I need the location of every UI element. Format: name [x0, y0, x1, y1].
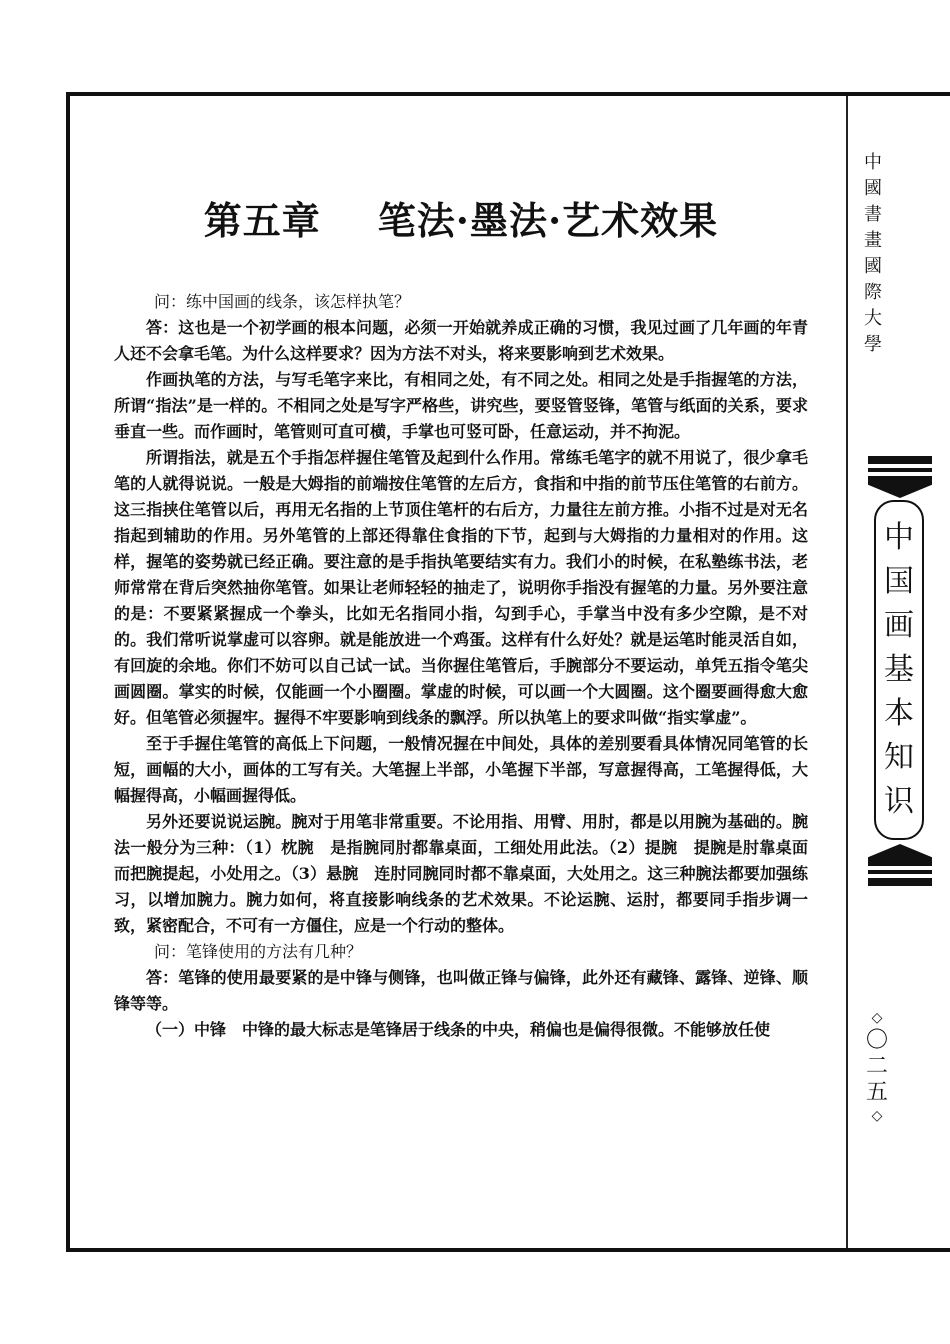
side-margin-rule — [846, 96, 848, 1248]
page-number-vertical — [862, 1028, 892, 1106]
main-text-block — [114, 190, 808, 1043]
book-label-char: 画 — [884, 608, 914, 643]
series-title-char: 際 — [864, 282, 882, 303]
body-paragraph: 另外还要说说运腕。腕对于用笔非常重要。不论用指、用臂、用肘，都是以用腕为基础的。腕法一般分为三种：（1）枕腕 是指腕同肘都靠桌面，工细处用此法。（2）提腕 提腕是肘靠桌面而把腕提起，小处用之。（3）悬腕 连肘同腕同时都不靠桌面，大处用之。这三种腕法都要加强练习，以增加腕力。腕力如何，将直接影响线条的艺术效果。不论运腕、运肘，都要同手指步调一致，紧密配合，不可有一方僵住，应是一个行动的整体。 — [114, 812, 808, 935]
series-title-char: 書 — [864, 204, 882, 225]
body-paragraph: 作画执笔的方法，与写毛笔字来比，有相同之处，有不同之处。相同之处是手指握笔的方法，所谓“指法”是一样的。不相同之处是写字严格些，讲究些，要竖管竖锋，笔管与纸面的关系，要求垂直一些。而作画时，笔管则可直可横，手掌也可竖可卧，任意运动，并不拘泥。 — [114, 370, 808, 441]
body-paragraph: 至于手握住笔管的高低上下问题，一般情况握在中间处，具体的差别要看具体情况同笔管的长短，画幅的大小，画体的工写有关。大笔握上半部，小笔握下半部，写意握得高，工笔握得低，大幅握得高，小幅画握得低。 — [114, 734, 808, 805]
chapter-title: 第五章 笔法·墨法·艺术效果 — [203, 198, 719, 243]
series-title-char: 學 — [864, 334, 882, 355]
cartouche-bottom-cap — [868, 844, 932, 866]
series-title-char: 畫 — [864, 230, 882, 251]
body-paragraph: 答：笔锋的使用最要紧的是中锋与侧锋，也叫做正锋与偏锋，此外还有藏锋、露锋、逆锋、顺锋等等。 — [114, 968, 808, 1013]
page-number-block — [862, 1008, 892, 1126]
cartouche-bottom-thin-bar — [868, 870, 932, 874]
book-label-char: 知 — [884, 740, 914, 775]
page-number-char: 五 — [865, 1080, 888, 1105]
cartouche-top-cap — [868, 476, 932, 498]
book-label-vertical — [874, 500, 924, 840]
book-label-char: 识 — [884, 784, 914, 819]
page-number-char: 二 — [865, 1054, 888, 1079]
cartouche-top-thin-bar — [868, 468, 932, 472]
body-paragraph: 答：这也是一个初学画的根本问题，必须一开始就养成正确的习惯，我见过画了几年画的年青人还不会拿毛笔。为什么这样要求？因为方法不对头，将来要影响到艺术效果。 — [114, 318, 808, 363]
series-title-char: 國 — [864, 178, 882, 199]
page-number-char: 〇 — [865, 1028, 888, 1053]
book-label-cartouche — [868, 456, 932, 886]
cartouche-top-bar — [868, 456, 932, 464]
series-title-char: 國 — [864, 256, 882, 277]
body-paragraph: （一）中锋 中锋的最大标志是笔锋居于线条的中央，稍偏也是偏得很微。不能够放任使 — [146, 1020, 771, 1039]
book-label-char: 基 — [884, 652, 914, 687]
book-label-char: 中 — [884, 520, 914, 555]
body-paragraph: 所谓指法，就是五个手指怎样握住笔管及起到什么作用。常练毛笔字的就不用说了，很少拿毛笔的人就得说说。一般是大姆指的前端按住笔管的左后方，食指和中指的前节压住笔管的右前方。这三指挟住笔管以后，再用无名指的上节顶住笔杆的右后方，力量往左前方推。小指不过是对无名指起到辅助的作用。另外笔管的上部还得靠住食指的下节，起到与大姆指的力量相对的作用。这样，握笔的姿势就已经正确。要注意的是手指执笔要结实有力。我们小的时候，在私塾练书法，老师常常在背后突然抽你笔管。如果让老师轻轻的抽走了，说明你手指没有握笔的力量。另外要注意的是：不要紧紧握成一个拳头，比如无名指同小指，勾到手心，手掌当中没有多少空隙，是不对的。我们常听说掌虚可以容卵。就是能放进一个鸡蛋。这样有什么好处？就是运笔时能灵活自如，有回旋的余地。你们不妨可以自己试一试。当你握住笔管后，手腕部分不要运动，单凭五指令笔尖画圆圈。掌实的时候，仅能画一个小圈圈。掌虚的时候，可以画一个大圆圈。这个圈要画得愈大愈好。但笔管必须握牢。握得不牢要影响到线条的飘浮。所以执笔上的要求叫做“指实掌虚”。 — [114, 448, 808, 727]
series-title-vertical — [858, 150, 888, 358]
book-label-char: 国 — [884, 564, 914, 599]
page-number-mark-bottom: ◇ — [871, 1108, 883, 1124]
page-number-mark-top: ◇ — [871, 1010, 883, 1026]
question-paragraph: 问：练中国画的线条，该怎样执笔？ — [154, 292, 411, 311]
body-paragraphs — [114, 289, 808, 1043]
book-label-char: 本 — [884, 696, 914, 731]
series-title-char: 中 — [864, 152, 882, 173]
question-paragraph: 问：笔锋使用的方法有几种？ — [154, 942, 363, 961]
cartouche-bottom-bar — [868, 878, 932, 886]
series-title-char: 大 — [864, 308, 882, 329]
